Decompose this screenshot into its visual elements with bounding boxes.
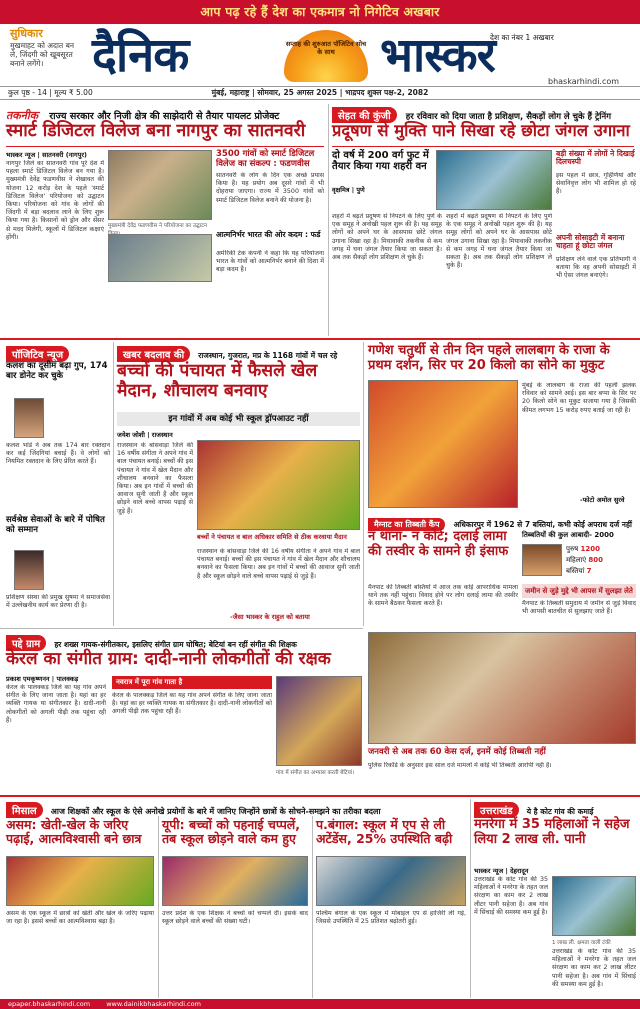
panchayat-photo (197, 440, 360, 530)
nature-rule (332, 146, 634, 147)
column-divider-3 (363, 342, 364, 626)
footer-epaper[interactable]: epaper.bhaskarhindi.com (8, 1000, 91, 1008)
tech-caption: मुख्यमंत्री देवेंद्र फडणवीस ने परियोजना का उद्घाटन (108, 223, 207, 229)
thought-box (10, 29, 80, 68)
dateline (0, 86, 640, 100)
dalai-camp-photo (368, 632, 636, 744)
uk-body: उत्तराखंड के कोट गांव की 35 महिलाओं ने मनरेगा के तहत जल संरक्षण का काम कर 2 लाख लीटर पानी सहेजा है। अब गांव में सिंचाई की समस्या कम हुई है। (474, 876, 548, 916)
dalai-photo (522, 544, 562, 576)
price-pages: कुल पृष्ठ - 14 | मूल्य ₹ 5.00 (8, 88, 93, 97)
positive-head-1[interactable]: कलश का दूसीम बढ़ा गुप, 174 बार डोनेट कर चुके (6, 361, 108, 381)
tech-sub-head: 3500 गांवों को स्मार्ट डिजिटल विलेज का संकल्प : फडणवीस (216, 149, 315, 169)
uk-byline: भास्कर न्यूज | देहरादून (474, 867, 529, 875)
mission-s3-body: पश्चिम बंगाल के एक स्कूल में मोबाइल एप से हाजिरी ली गई, जिससे उपस्थिति में 25 प्रतिशत बढ़ोतरी हुई। (316, 910, 466, 926)
music-sub: नवरात्र में पूरा गांव गाता है (112, 676, 272, 689)
music-byline: प्रकाश एमकृष्णनन | पालक्कड़ (6, 675, 79, 683)
uk-label-row (474, 799, 636, 817)
uk-photo (552, 876, 636, 936)
music-caption: गांव में संगीत का अभ्यास करती बेटियां। (276, 770, 355, 776)
nature-photo (436, 150, 552, 210)
mission-s1-head[interactable]: असम: खेती-खेल के जरिए पढ़ाई, आत्मविश्वासी बने छात्र (6, 817, 142, 846)
land-head-2: जनवरी से अब तक 60 केस दर्ज, इनमें कोई तिब्बती नहीं (368, 747, 546, 757)
mission-s1-body: असम के एक स्कूल में छात्रों को खेती और खेल के जरिए पढ़ाया जा रहा है। इससे बच्चों का आत्मविश्वास बढ़ा है। (6, 910, 154, 926)
uk-body-2: उत्तराखंड के कोट गांव की 35 महिलाओं ने मनरेगा के तहत जल संरक्षण का काम कर 2 लाख लीटर पानी सहेजा है। अब गांव में सिंचाई की समस्या कम हुई है। (552, 948, 636, 988)
positive-head-2[interactable]: सर्वश्रेष्ठ सेवाओं के बारे में पोषित को सम्मान (6, 515, 105, 535)
music-label: पद्दे ग्राम (6, 635, 46, 651)
nature-headline[interactable]: प्रदूषण से मुक्ति पाने सिखा रहे छोटा जंगल उगाना (332, 121, 630, 140)
land-head: जमीन से जुड़े मुद्दे भी आपस में सुलझा लेते (522, 584, 636, 598)
tech-body: नागपुर जिले का सातनवरी गांव पूरे देश में पहला स्मार्ट डिजिटल विलेज बन गया है। मुख्यमंत्री देवेंद्र फडणवीस ने शेखावत की योजना 12 करोड़ देश के पहले 'स्मार्ट डिजिटल विलेज' परियोजना को उद्घाटन किया। परियोजना को गांव के लोगों की जिंदगी में बड़ा बदलाव लाने के लिए शुरू किया गया है। किसानों को ड्रोन और सेंसर से मदद मिलेगी, स्कूलों में डिजिटल कक्षाएं होंगी। (6, 160, 104, 241)
panchayat-kicker: राजस्थान, गुजरात, मप्र के 1168 गांवों में चल रहे (198, 351, 338, 360)
lalbaug-photo (368, 380, 518, 508)
lalbaug-body: मुंबई के लालबाग के राजा की पहली झलक रविवार को सामने आई। इस बार बप्पा के सिर पर 20 किलो सोने का मुकुट सजाया गया है जिसकी कीमत लगभग 15 करोड़ रुपए बताई जा रही है। (522, 382, 636, 414)
thought-text: मुखमाहट को अदात बन ले, जिंदगी को खूबसूरत बनाने लगेंगे। (10, 41, 75, 68)
tech-label-row (6, 104, 324, 122)
mission-kicker: आज शिक्षकों और स्कूल के ऐसे अनोखे प्रयोगों के बारे में जानिए जिन्होंने छात्रों के सोचने-समझने का तरीका बदला (50, 807, 381, 816)
dalai-label: मैग्नाट का तिब्बती कैंप (368, 518, 445, 531)
music-label-row (6, 632, 362, 650)
date-place: मुंबई, महाराष्ट्र | सोमवार, 25 अगस्त 2025 | भाद्रपद शुक्ल पक्ष-2, 2082 (211, 88, 429, 97)
dalai-kicker: अधिकारपुर में 1962 से 7 बस्तियां, कभी कोई अपराध दर्ज नहीं (453, 520, 632, 529)
nature-body: शहरों में बढ़ते प्रदूषण से निपटने के लिए पुणे के एक समूह ने अनोखी पहल शुरू की है। यह समूह लोगों को अपने घर के आसपास छोटे जंगल उगाना सिखा रहा है। मियावाकी तकनीक से कम जगह में घना जंगल तैयार किया जा सकता है। अब तक सैकड़ों लोग प्रशिक्षण ले चुके हैं। (332, 213, 442, 262)
dalai-label-row (368, 512, 636, 529)
logo-dainik: दैनिक (92, 28, 189, 83)
website-link[interactable]: bhaskarhindi.com (548, 77, 620, 86)
positive-body-1: कलश भांडे ने अब तक 174 बार रक्तदान कर कई जिंदगियां बचाई हैं। वे लोगों को नियमित रक्तदान के लिए प्रेरित करते हैं। (6, 442, 110, 466)
nature-label: सेहत की कुंजी (332, 107, 397, 123)
dalai-body: मैनपाट की तिब्बती बस्तियों में आज तक कोई आपराधिक मामला थाने तक नहीं पहुंचा। विवाद होने पर लोग दलाई लामा की तस्वीर के सामने बैठकर फैसला करते हैं। (368, 584, 518, 608)
panchayat-caption: बच्चों ने पंचायत व बाल अधिकार समिति से ठीक करवाया मैदान (197, 533, 347, 541)
column-divider-5 (312, 816, 313, 998)
tagline-no1: देश का नंबर 1 अखबार (490, 33, 554, 42)
column-divider-6 (470, 799, 471, 998)
tech-label: तकनीक (6, 109, 39, 122)
panchayat-subbar: इन गांवों में अब कोई भी स्कूल ड्रॉपआउट नहीं (117, 412, 360, 426)
column-divider-2 (113, 342, 114, 626)
music-headline[interactable]: केरल का संगीत ग्राम: दादी-नानी लोकगीतों की रक्षक (6, 649, 331, 669)
land-body-2: पुलिस रिकॉर्ड के अनुसार इस साल दर्ज मामलों में कोई भी तिब्बती आरोपी नहीं है। (368, 762, 552, 769)
footer-bar (0, 999, 640, 1009)
panchayat-label-row (117, 343, 360, 359)
mission-label: मिसाल (6, 802, 43, 818)
positive-label: पॉजिटिव न्यूज (6, 346, 69, 362)
music-photo (276, 676, 362, 766)
dalai-headline[interactable]: न थाना- न कोर्ट; दलाई लामा की तस्वीर के सामने ही इंसाफ (368, 529, 509, 559)
nature-body-2: शहरों में बढ़ते प्रदूषण से निपटने के लिए पुणे के एक समूह ने अनोखी पहल शुरू की है। यह समूह लोगों को अपने घर के आसपास छोटे जंगल उगाना सिखा रहा है। मियावाकी तकनीक से कम जगह में घना जंगल तैयार किया जा सकता है। अब तक सैकड़ों लोग प्रशिक्षण ले चुके हैं। (446, 213, 552, 270)
footer-website[interactable]: www.dainikbhaskarhindi.com (106, 1000, 201, 1008)
tech-headline[interactable]: स्मार्ट डिजिटल विलेज बना नागपुर का सातनवरी (6, 121, 306, 141)
uk-kicker: ये है कोट गांव की कमाई (526, 807, 594, 816)
stat-row: पुरुष 1200 (566, 545, 600, 553)
logo-bhaskar: भास्कर (380, 28, 495, 83)
nature-side-body: इस पहल में छात्र, गृहिणियां और सेवानिवृत्त लोग भी शामिल हो रहे हैं। (556, 172, 636, 196)
music-body: केरल के पालक्कड़ जिले का यह गांव अपने संगीत के लिए जाना जाता है। यहां का हर व्यक्ति गायक या संगीतकार है। दादी-नानी लोकगीतों को अगली पीढ़ी तक पहुंचा रही हैं। (6, 684, 106, 724)
mission-s2-photo (162, 856, 308, 906)
panchayat-headline[interactable]: बच्चों की पंचायत में फैसले खेल मैदान, शौचालय बनवाए (117, 361, 318, 401)
column-divider (328, 104, 329, 336)
nature-side-head: बड़ी संख्या में लोगों ने दिखाई दिलचस्पी (556, 149, 635, 167)
top-banner: आप पढ़ रहे हैं देश का एकमात्र नो निगेटिव अखबार (0, 0, 640, 24)
tech-photo-2 (108, 234, 212, 282)
tech-rule (6, 146, 324, 147)
music-body-2: केरल के पालक्कड़ जिले का यह गांव अपने संगीत के लिए जाना जाता है। यहां का हर व्यक्ति गायक या संगीतकार है। दादी-नानी लोकगीतों को अगली पीढ़ी तक पहुंचा रही हैं। (112, 692, 272, 716)
tech-byline: भास्कर न्यूज | सातनवरी (नागपुर) (6, 151, 87, 159)
tech-sub2-body: अमेरिकी टेक कंपनी ने कहा कि यह परियोजना भारत के गांवों को आत्मनिर्भर बनाने की दिशा में बड़ा कदम है। (216, 250, 324, 274)
panchayat-body-2: राजस्थान के बांसवाड़ा जिले की 16 वर्षीय संगीता ने अपने गांव में बाल पंचायत बनाई। बच्चों की इस पंचायत ने गांव में खेल मैदान और शौचालय बनवाने का फैसला किया। अब इन गांवों में बच्चों की आवाज सुनी जाती है और स्कूल छोड़ने वाले बच्चे वापस पढ़ाई से जुड़े हैं। (197, 548, 360, 580)
positive-body-2: प्रशिक्षण संस्था की प्रमुख सुषमा ने समाजसेवा में उल्लेखनीय कार्य कर प्रेरणा दी है। (6, 594, 110, 610)
uk-headline[interactable]: मनरेगा में 35 महिलाओं ने सहेज लिया 2 लाख ली. पानी (474, 817, 630, 847)
column-divider-4 (158, 816, 159, 998)
panchayat-body: राजस्थान के बांसवाड़ा जिले की 16 वर्षीय संगीता ने अपने गांव में बाल पंचायत बनाई। बच्चों की इस पंचायत ने गांव में खेल मैदान और शौचालय बनवाने का फैसला किया। अब इन गांवों में बच्चों की आवाज सुनी जाती है और स्कूल छोड़ने वाले बच्चे वापस पढ़ाई से जुड़े हैं। (117, 442, 193, 515)
panchayat-byline: जयेश जोशी | राजस्थान (117, 431, 173, 439)
music-kicker: हर शख्स गायक-संगीतकार, इसलिए संगीत ग्राम घोषित; बेटियां बन रहीं संगीत की शिक्षक (54, 640, 297, 649)
thought-title: सुधिकार (10, 27, 43, 40)
nature-side-head-2: अपनी सोसाइटी में बनाना चाहता हूं छोटा जंगल (556, 233, 625, 251)
mission-s2-body: उत्तर प्रदेश के एक शिक्षक ने बच्चों को चप्पलें दीं। इसके बाद स्कूल छोड़ने वाले बच्चों की संख्या घटी। (162, 910, 308, 926)
section-divider-3 (0, 795, 640, 797)
land-body: मैनपाट के तिब्बती समुदाय में जमीन से जुड़े विवाद भी आपसी बातचीत से सुलझाए जाते हैं। (522, 600, 636, 616)
mission-s3-photo (316, 856, 466, 906)
section-divider-1 (0, 338, 640, 340)
dalai-stats (566, 544, 636, 577)
nature-label-row (332, 104, 634, 122)
nature-byline: वृक्षमित्र | पुणे (332, 186, 365, 194)
tech-sub-body: सातनवरी के लोग के दिन एक अच्छे प्रयास किया है। यह प्रयोग अब दूसरे गांवों में भी दोहराया जाएगा। राज्य में 3500 गांवों को स्मार्ट डिजिटल विलेज बनाने की योजना है। (216, 172, 324, 204)
panchayat-label: खबर बदलाव की (117, 346, 190, 362)
stat-row: महिलाएं 800 (566, 556, 604, 564)
lalbaug-headline[interactable]: गणेश चतुर्थी से तीन दिन पहले लालबाग के राजा के प्रथम दर्शन, सिर पर 20 किलो का सोने का मुकुट (368, 343, 610, 373)
panchayat-footer: -जैसा भास्कर के राहुल को बताया (230, 613, 310, 621)
positive-photo-1 (14, 398, 44, 438)
uk-label: उत्तराखंड (474, 802, 519, 818)
dalai-stats-head: तिब्बतियों की कुल आबादी- 2000 (522, 531, 614, 539)
positive-photo-2 (14, 550, 44, 590)
tech-kicker: राज्य सरकार और निजी क्षेत्र की साझेदारी से तैयार पायलट प्रोजेक्ट (49, 111, 280, 122)
positive-label-wrap (6, 343, 69, 362)
sun-logo: सप्ताह की शुरुआत पॉजिटिव सोच के साथ (284, 30, 368, 82)
nature-sub: दो वर्ष में 200 वर्ग फुट में तैयार किया गया शहरी वन (332, 150, 429, 173)
mission-s1-photo (6, 856, 154, 906)
nature-kicker: हर रविवार को दिया जाता है प्रशिक्षण, सैकड़ों लोग ले चुके हैं ट्रेनिंग (405, 112, 612, 122)
section-divider-2 (0, 628, 363, 629)
mission-s3-head[interactable]: प.बंगाल: स्कूल में एप से ली अटेंडेंस, 25% उपस्थिति बढ़ी (316, 817, 453, 846)
mission-s2-head[interactable]: यूपी: बच्चों को पहनाई चप्पलें, तब स्कूल छोड़ने वाले कम हुए (162, 817, 301, 846)
tech-sub2-head: आत्मनिर्भर भारत की ओर कदम : फर्ड (216, 230, 321, 239)
tech-photo (108, 150, 212, 220)
stat-row: बस्तियां 7 (566, 567, 592, 575)
lalbaug-caption: -फोटो अमोल सुरवे (580, 496, 625, 504)
mission-label-row (6, 799, 466, 817)
uk-caption: 1 लाख ली. क्षमता वाली टंकी (552, 940, 611, 946)
nature-side-body-2: प्रशिक्षण लेने वाले एक प्रतिभागी ने बताया कि वह अपनी सोसाइटी में भी ऐसा जंगल बनाएंगे। (556, 256, 636, 280)
